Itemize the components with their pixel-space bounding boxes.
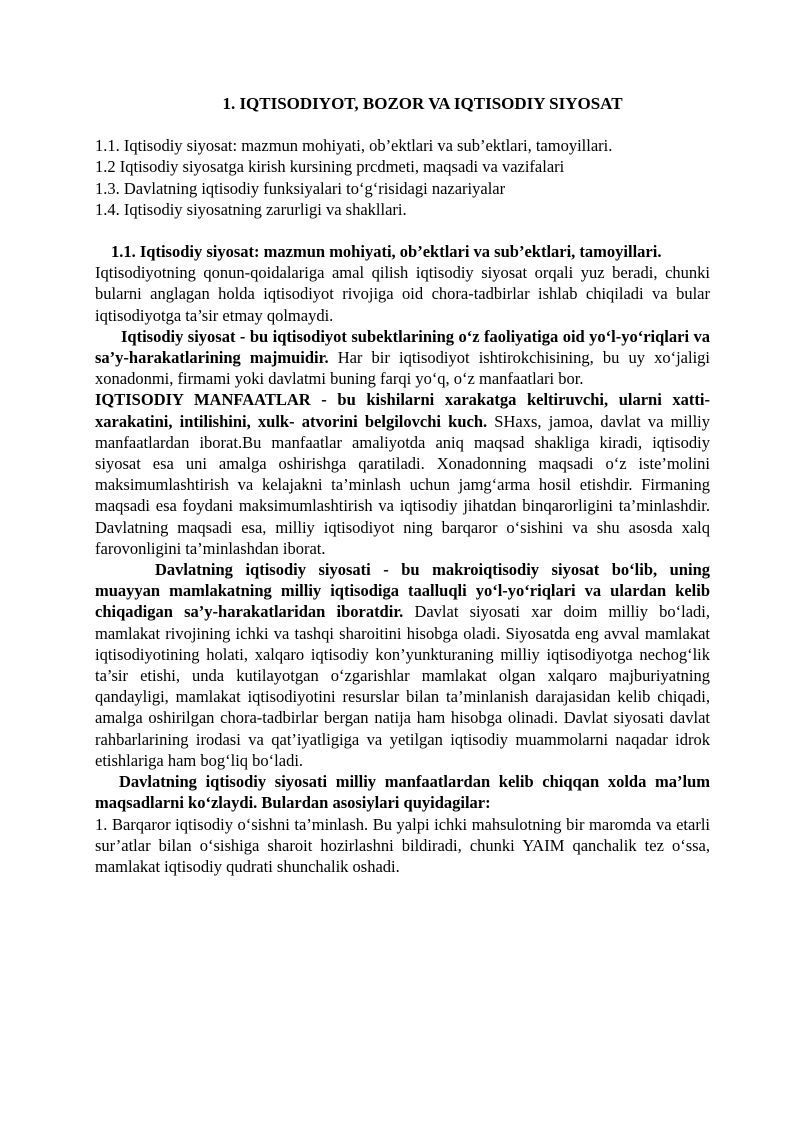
paragraph-definition — [95, 326, 710, 390]
toc-item: 1.4. Iqtisodiy siyosatning zarurligi va shakllari. — [95, 199, 407, 219]
toc-item: 1.2 Iqtisodiy siyosatga kirish kursining prcdmeti, maqsadi va vazifalari — [95, 157, 565, 177]
paragraph-intro: Iqtisodiyotning qonun-qoidalariga amal qilish iqtisodiy siyosat orqali yuz beradi, chunki bularni anglagan holda iqtisodiyot rivojiga oid chora-tadbirlar ishlab chiqiladi va bular iqtisodiyotga ta’sir etmay qolmaydi. — [95, 263, 710, 325]
toc-item: 1.1. Iqtisodiy siyosat: mazmun mohiyati, ob’ektlari va sub’ektlari, tamoyillari. — [95, 136, 613, 156]
toc-item: 1.3. Davlatning iqtisodiy funksiyalari to‘g‘risidagi nazariyalar — [95, 178, 506, 198]
interests-rest-text: SHaxs, jamoa, davlat va milliy manfaatlardan iborat.Bu manfaatlar amaliyotda aniq maqsad shakliga kiradi, iqtisodiy siyosat esa uni amalga oshirishga qaratiladi. Xonadonning maqsadi o‘z iste’molini maksimumlashtirish va kelajakni ta’minlash uchun jamg‘arma hosil etishdir. Firmaning maqsadi esa foydani maksimumlashtirish va iqtisodiy jihatdan binqarorligini ta’minlashdir. Davlatning maqsadi esa, milliy iqtisodiyot ning barqaror o‘sishini va shu asosda xalq farovonligini ta’minlashdan iborat. — [95, 411, 711, 558]
state-policy-bold-text: Davlatning iqtisodiy siyosati - bu makroiqtisodiy siyosat bo‘lib, uning muayyan mamlakatning milliy iqtisodiga taalluqli yo‘l-yo‘riqlari va ulardan kelib chiqadigan sa’y-harakatlaridan iboratdir. — [95, 560, 710, 622]
paragraph-goals-intro — [95, 771, 710, 813]
paragraph-interests — [95, 389, 710, 559]
interests-bold-text: IQTISODIY MANFAATLAR - bu kishilarni xarakatga keltiruvchi, ularni xatti-xarakatini, intilishini, xulk- atvorini belgilovchi kuch. — [95, 390, 710, 431]
table-of-contents — [95, 135, 710, 220]
chapter-title: 1. IQTISODIYOT, BOZOR VA IQTISODIY SIYOSAT — [222, 94, 623, 113]
state-policy-rest-text: Davlat siyosati xar doim milliy bo‘ladi, mamlakat rivojining ichki va tashqi sharoitini hisobga oladi. Siyosatda eng avval mamlakat iqtisodiyotining holati, xalqaro iqtisodiy kon’yunkturaning milliy iqtisodiyotga nechog‘lik ta’sir etishi, unda kutilayotgan o‘zgarishlar mamlakat olgan xalqaro majburiyatning qandayligi, mamlakat iqtisodiyotini resurslar bilan ta’minlanish darajasidan kelib chiqadi, amalga oshirilgan chora-tadbirlar bergan natija ham hisobga olinadi. Davlat siyosati davlat rahbarlarining irodasi va qat’iyatligiga va yetilgan iqtisodiy muammolarni naqadar idrok etishlariga ham bog‘liq bo‘ladi. — [95, 602, 711, 770]
definition-rest-text: Har bir iqtisodiyot ishtirokchisining, bu uy xo‘jaligi xonadonmi, firmami yoki davlatmi buning farqi yo‘q, o‘z manfaatlari bor. — [95, 348, 710, 389]
paragraph-goal-1: 1. Barqaror iqtisodiy o‘sishni ta’minlash. Bu yalpi ichki mahsulotning bir maromda va etarli sur’atlar bilan o‘sishiga sharoit hozirlashni bildiradi, chunki YAIM qanchalik tez o‘ssa, mamlakat iqtisodiy qudrati shunchalik oshadi. — [95, 814, 710, 876]
section-heading: 1.1. Iqtisodiy siyosat: mazmun mohiyati, ob’ektlari va sub’ektlari, tamoyillari. — [111, 242, 662, 262]
document-body — [95, 93, 710, 877]
definition-bold-text: Iqtisodiy siyosat - bu iqtisodiyot subektlarining o‘z faoliyatiga oid yo‘l-yo‘riqlari va sa’y-harakatlarining majmuidir. — [95, 326, 710, 368]
paragraph-state-policy — [95, 559, 710, 771]
goals-bold-text: Davlatning iqtisodiy siyosati milliy manfaatlardan kelib chiqqan xolda ma’lum maqsadlarni ko‘zlaydi. Bulardan asosiylari quyidagilar: — [95, 772, 710, 813]
